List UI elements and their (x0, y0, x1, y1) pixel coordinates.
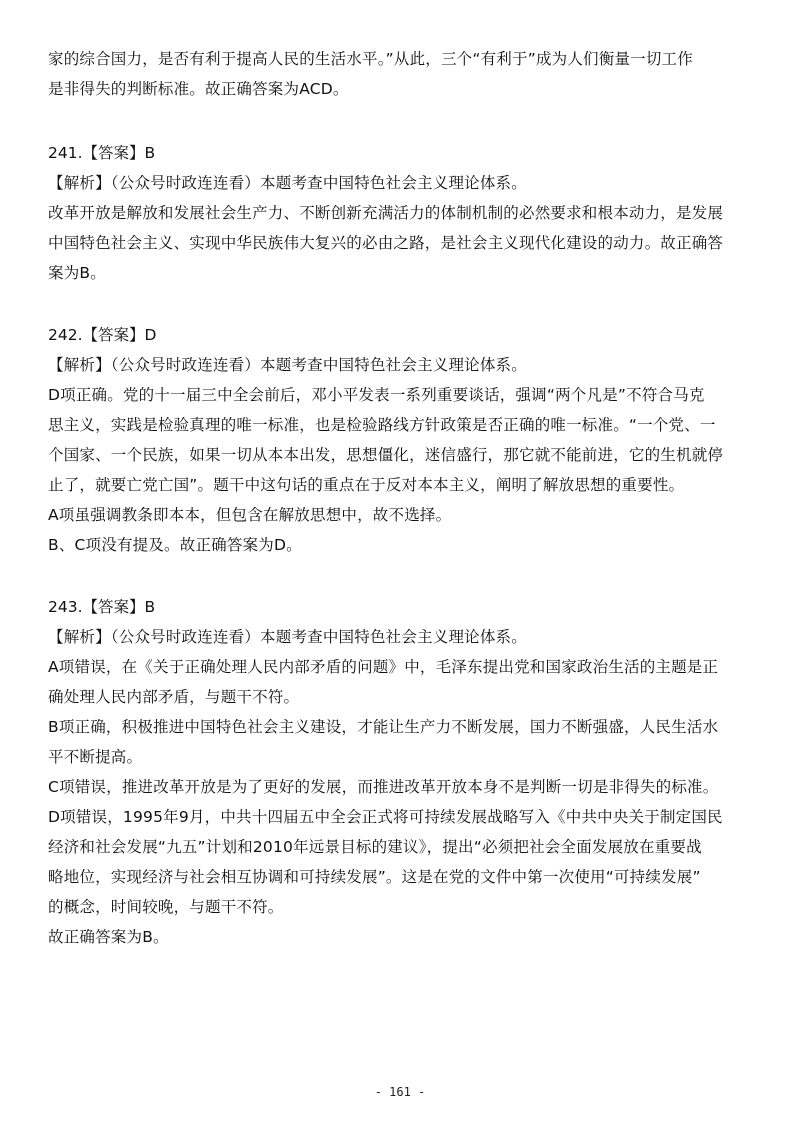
text-line: B项正确，积极推进中国特色社会主义建设，才能让生产力不断发展，国力不断强盛，人民生活水 (48, 718, 719, 736)
text-line: D项正确。党的十一届三中全会前后，邓小平发表一系列重要谈话，强调“两个凡是”不符合马克 (48, 386, 705, 404)
text-line: B、C项没有提及。故正确答案为D。 (48, 536, 302, 554)
text-line: 确处理人民内部矛盾，与题干不符。 (48, 688, 300, 706)
text-line: 的概念，时间较晚，与题干不符。 (48, 898, 284, 916)
text-line: 故正确答案为B。 (48, 928, 169, 946)
question-243 (48, 592, 760, 952)
question-241 (48, 138, 760, 288)
page-number: - 161 - (374, 1085, 426, 1099)
answer-heading: 243.【答案】B (48, 598, 156, 616)
text-line: 中国特色社会主义、实现中华民族伟大复兴的必由之路，是社会主义现代化建设的动力。故正确答 (48, 234, 724, 252)
answer-heading: 241.【答案】B (48, 144, 156, 162)
text-line: 略地位，实现经济与社会相互协调和可持续发展”。这是在党的文件中第一次使用“可持续发展” (48, 868, 701, 886)
text-line: 思主义，实践是检验真理的唯一标准，也是检验路线方针政策是否正确的唯一标准。“一个党、一 (48, 416, 716, 434)
text-line: 平不断提高。 (48, 748, 143, 766)
text-line: A项虽强调教条即本本，但包含在解放思想中，故不选择。 (48, 506, 452, 524)
text-line: 止了，就要亡党亡国”。题干中这句话的重点在于反对本本主义，阐明了解放思想的重要性。 (48, 476, 685, 494)
text-line: 是非得失的判断标准。故正确答案为ACD。 (48, 80, 349, 98)
text-line: 【解析】（公众号时政连连看）本题考查中国特色社会主义理论体系。 (48, 356, 527, 374)
question-242 (48, 320, 760, 560)
document-page (48, 44, 760, 984)
text-line: A项错误，在《关于正确处理人民内部矛盾的问题》中，毛泽东提出党和国家政治生活的主题是正 (48, 658, 719, 676)
text-line: 经济和社会发展“九五”计划和2010年远景目标的建议》，提出“必须把社会全面发展放在重要战 (48, 838, 702, 856)
text-line: 【解析】（公众号时政连连看）本题考查中国特色社会主义理论体系。 (48, 628, 527, 646)
text-line: 改革开放是解放和发展社会生产力、不断创新充满活力的体制机制的必然要求和根本动力，是发展 (48, 204, 724, 222)
text-line: C项错误，推进改革开放是为了更好的发展，而推进改革开放本身不是判断一切是非得失的标准。 (48, 778, 719, 796)
answer-heading: 242.【答案】D (48, 326, 157, 344)
text-line: 案为B。 (48, 264, 106, 282)
text-line: 家的综合国力，是否有利于提高人民的生活水平。”从此，三个“有利于”成为人们衡量一切工作 (48, 50, 693, 68)
text-line: 【解析】（公众号时政连连看）本题考查中国特色社会主义理论体系。 (48, 174, 527, 192)
intro-paragraph (48, 44, 760, 104)
text-line: D项错误，1995年9月，中共十四届五中全会正式将可持续发展战略写入《中共中央关于制定国民 (48, 808, 723, 826)
text-line: 个国家、一个民族，如果一切从本本出发，思想僵化，迷信盛行，那它就不能前进，它的生机就停 (48, 446, 724, 464)
